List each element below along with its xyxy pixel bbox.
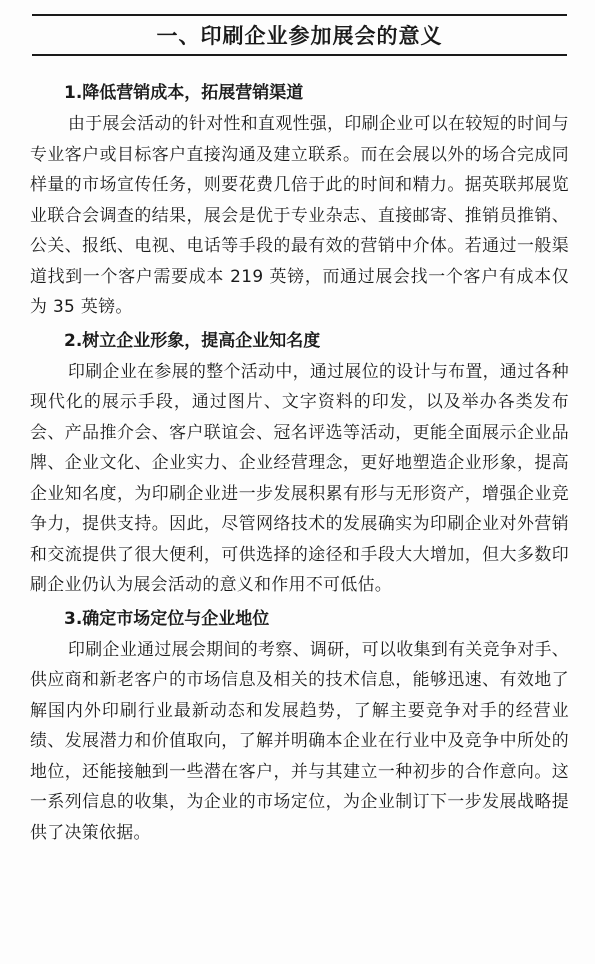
section-2: [30, 326, 569, 600]
section-paragraph: 由于展会活动的针对性和直观性强，印刷企业可以在较短的时间与专业客户或目标客户直接沟通及建立联系。而在会展以外的场合完成同样量的市场宣传任务，则要花费几倍于此的时间和精力。据英联邦展览业联合会调查的结果，展会是优于专业杂志、直接邮寄、推销员推销、公关、报纸、电视、电话等手段的最有效的营销中介体。若通过一般渠道找到一个客户需要成本 219 英镑，而通过展会找一个客户有成本仅为 35 英镑。: [30, 113, 569, 316]
section-heading: 2.树立企业形象，提高企业知名度: [64, 330, 321, 351]
section-title-bar: [32, 14, 567, 56]
section-heading: 3.确定市场定位与企业地位: [64, 608, 270, 629]
page-title: 一、印刷企业参加展会的意义: [156, 24, 443, 48]
section-1: [30, 78, 569, 322]
section-paragraph: 印刷企业通过展会期间的考察、调研，可以收集到有关竞争对手、供应商和新老客户的市场信息及相关的技术信息，能够迅速、有效地了解国内外印刷行业最新动态和发展趋势，了解主要竞争对手的经营业绩、发展潜力和价值取向，了解并明确本企业在行业中及竞争中所处的地位，还能接触到一些潜在客户，并与其建立一种初步的合作意向。这一系列信息的收集，为企业的市场定位，为企业制订下一步发展战略提供了决策依据。: [30, 638, 569, 842]
section-heading: 1.降低营销成本，拓展营销渠道: [64, 83, 304, 103]
section-3: [30, 604, 569, 848]
section-paragraph: 印刷企业在参展的整个活动中，通过展位的设计与布置，通过各种现代化的展示手段，通过图片、文字资料的印发，以及举办各类发布会、产品推介会、客户联谊会、冠名评选等活动，更能全面展示企业品牌、企业文化、企业实力、企业经营理念，更好地塑造企业形象，提高企业知名度，为印刷企业进一步发展积累有形与无形资产，增强企业竞争力，提供支持。因此，尽管网络技术的发展确实为印刷企业对外营销和交流提供了很大便利，可供选择的途径和手段大大增加，但大多数印刷企业仍认为展会活动的意义和作用不可低估。: [30, 360, 569, 594]
